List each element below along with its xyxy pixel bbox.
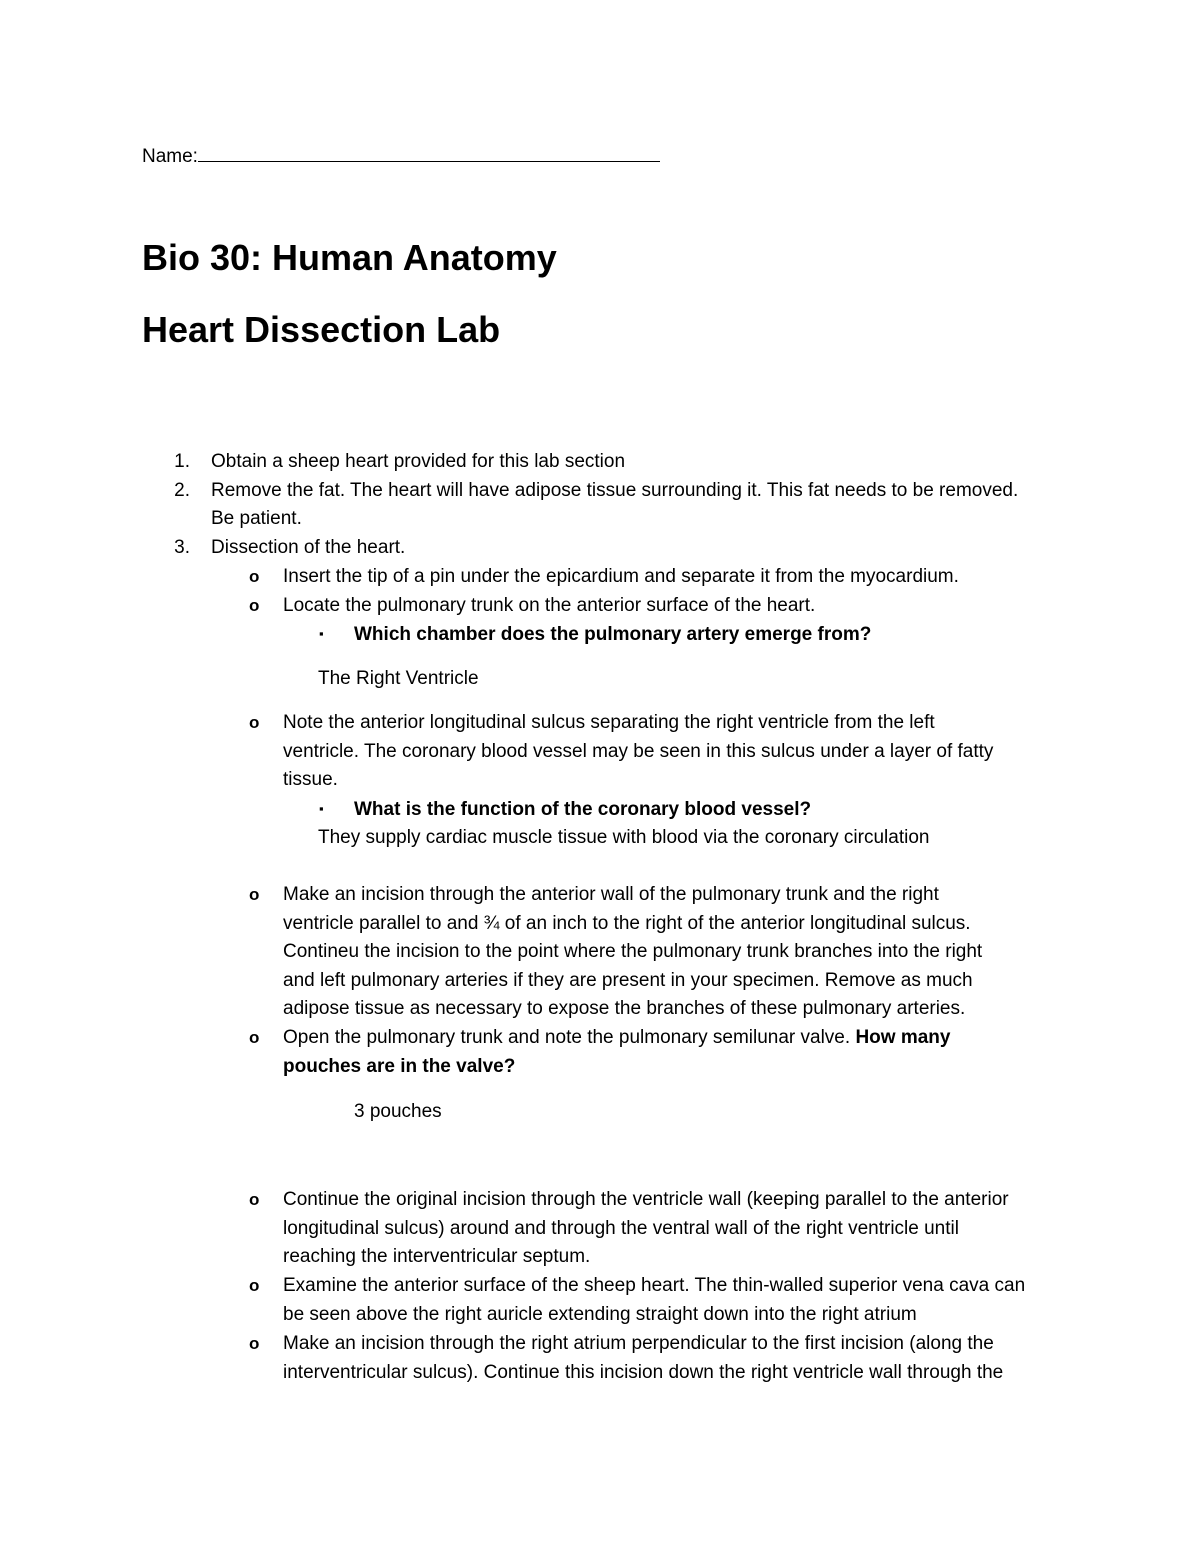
substep-atrium-line-2: interventricular sulcus). Continue this incision down the right ventricle wall through the <box>283 1362 1004 1383</box>
substep-continue-line-1: Continue the original incision through the ventricle wall (keeping parallel to the anterior <box>283 1189 1009 1210</box>
substep-incision-line-5: adipose tissue as necessary to expose the branches of these pulmonary arteries. <box>283 998 966 1019</box>
substep-examine-line-2: be seen above the right auricle extending straight down into the right atrium <box>283 1304 917 1325</box>
answer-chamber: The Right Ventricle <box>318 668 479 689</box>
bullet-square-icon: ▪ <box>319 801 324 816</box>
bullet-square-icon: ▪ <box>319 626 324 641</box>
bullet-o-icon: o <box>249 713 260 732</box>
bullet-o-icon: o <box>249 1276 260 1295</box>
question-chamber: Which chamber does the pulmonary artery emerge from? <box>354 624 872 645</box>
name-label: Name: <box>142 146 198 167</box>
step-number-2: 2. <box>174 480 190 501</box>
question-pouches-end: pouches are in the valve? <box>283 1056 516 1077</box>
bullet-o-icon: o <box>249 1334 260 1353</box>
step-2-line-1: Remove the fat. The heart will have adipose tissue surrounding it. This fat needs to be removed. <box>211 480 1019 501</box>
substep-valve-text: Open the pulmonary trunk and note the pulmonary semilunar valve. <box>283 1027 856 1048</box>
bullet-o-icon: o <box>249 885 260 904</box>
document-subtitle: Heart Dissection Lab <box>142 309 501 350</box>
question-pouches-start: How many <box>855 1027 951 1048</box>
substep-examine-line-1: Examine the anterior surface of the sheep heart. The thin-walled superior vena cava can <box>283 1275 1026 1296</box>
substep-sulcus-line-2: ventricle. The coronary blood vessel may be seen in this sulcus under a layer of fatty <box>283 741 994 762</box>
substep-atrium-line-1: Make an incision through the right atrium perpendicular to the first incision (along the <box>283 1333 994 1354</box>
substep-incision-line-4: and left pulmonary arteries if they are present in your specimen. Remove as much <box>283 970 973 991</box>
substep-continue-line-3: reaching the interventricular septum. <box>283 1246 591 1267</box>
step-number-3: 3. <box>174 537 190 558</box>
step-2-line-2: Be patient. <box>211 508 302 529</box>
name-blank-line <box>198 143 660 162</box>
step-number-1: 1. <box>174 451 190 472</box>
substep-continue-line-2: longitudinal sulcus) around and through the ventral wall of the right ventricle until <box>283 1218 959 1239</box>
substep-incision-line-1: Make an incision through the anterior wall of the pulmonary trunk and the right <box>283 884 939 905</box>
answer-pouches: 3 pouches <box>354 1101 442 1122</box>
substep-locate-trunk: Locate the pulmonary trunk on the anterior surface of the heart. <box>283 595 816 616</box>
bullet-o-icon: o <box>249 567 260 586</box>
question-coronary: What is the function of the coronary blood vessel? <box>354 799 812 820</box>
document-title: Bio 30: Human Anatomy <box>142 237 557 278</box>
bullet-o-icon: o <box>249 1028 260 1047</box>
bullet-o-icon: o <box>249 1190 260 1209</box>
substep-sulcus-line-3: tissue. <box>283 769 338 790</box>
substep-incision-line-2: ventricle parallel to and ¾ of an inch to the right of the anterior longitudinal sulcus. <box>283 913 971 934</box>
substep-sulcus-line-1: Note the anterior longitudinal sulcus separating the right ventricle from the left <box>283 712 935 733</box>
substep-incision-line-3: Contineu the incision to the point where the pulmonary trunk branches into the right <box>283 941 983 962</box>
substep-valve-line-1 <box>283 1023 950 1052</box>
step-1-text: Obtain a sheep heart provided for this lab section <box>211 451 626 472</box>
substep-insert-pin: Insert the tip of a pin under the epicardium and separate it from the myocardium. <box>283 566 959 587</box>
name-field <box>142 142 660 171</box>
bullet-o-icon: o <box>249 596 260 615</box>
step-3-text: Dissection of the heart. <box>211 537 406 558</box>
answer-coronary: They supply cardiac muscle tissue with blood via the coronary circulation <box>318 827 930 848</box>
